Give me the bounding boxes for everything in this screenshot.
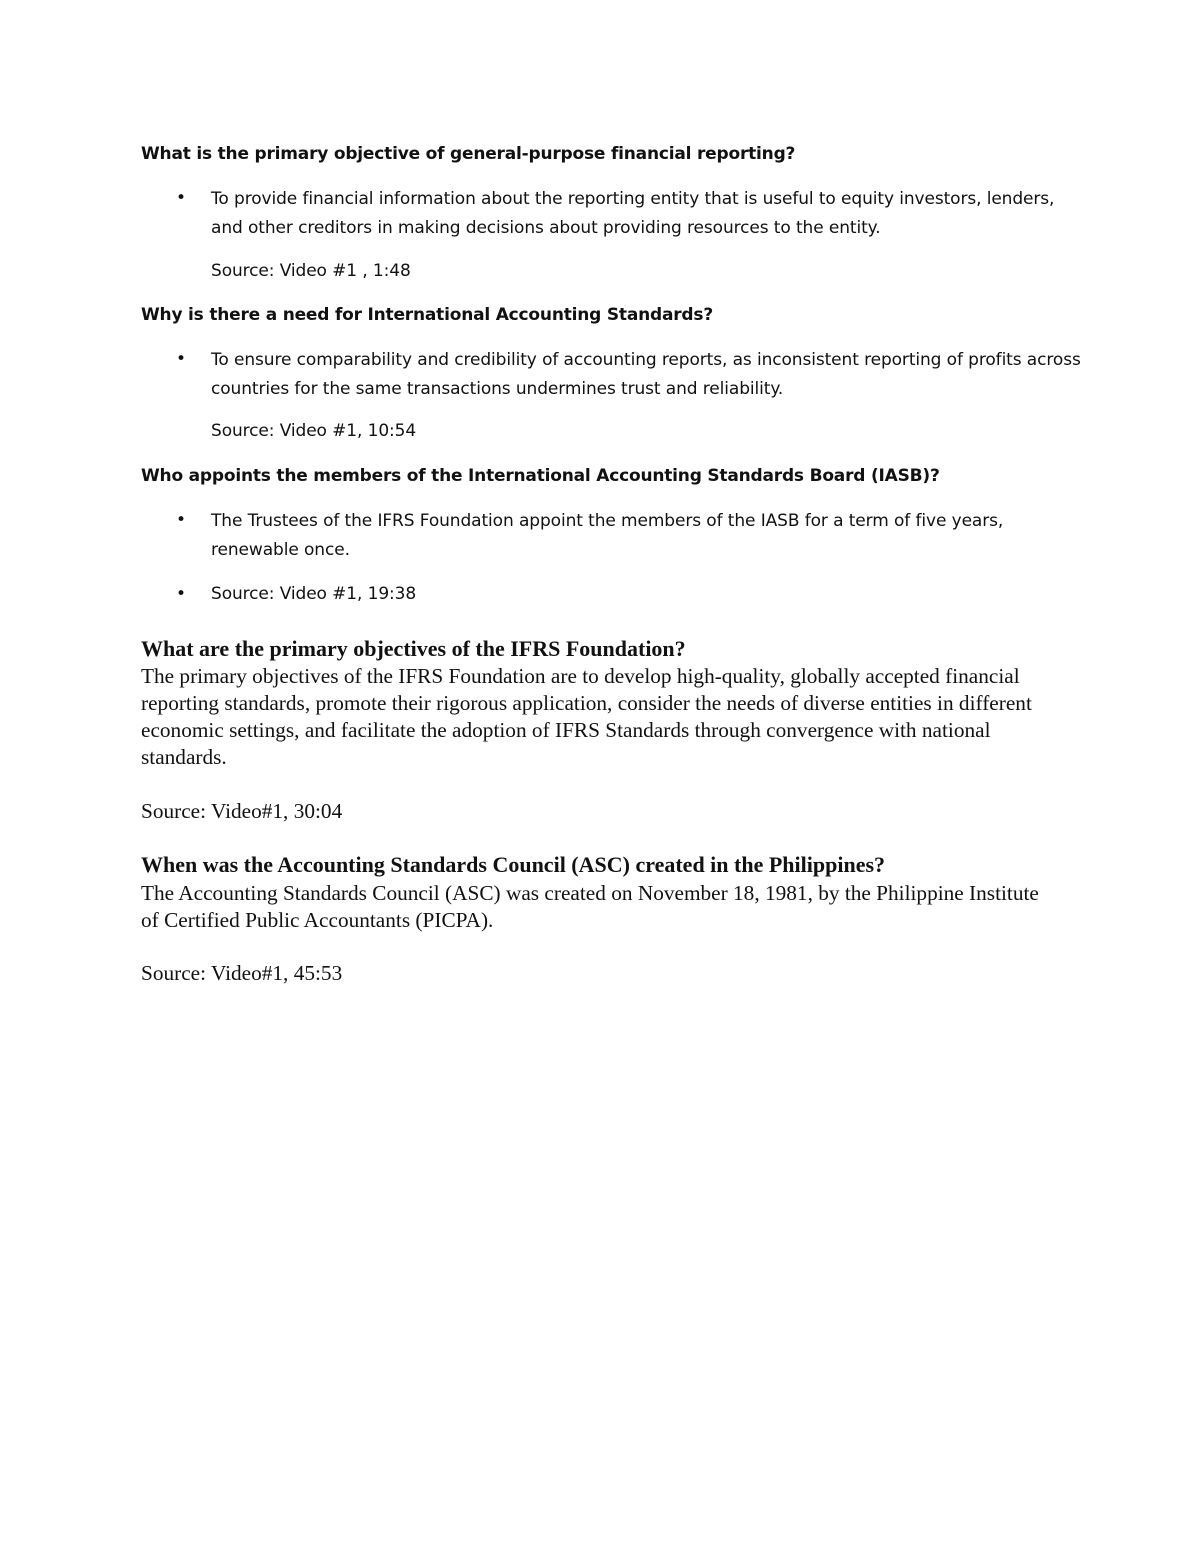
source-citation: Source: Video #1 , 1:48 [211, 261, 411, 281]
answer-bullet: To provide financial information about the reporting entity that is useful to equity investors, lenders, and other creditors in making decisions about providing resources to the entity. [211, 189, 1055, 238]
bullet-icon: • [176, 349, 187, 369]
question-heading: What are the primary objectives of the IFRS Foundation? [141, 636, 686, 661]
answer-paragraph: The primary objectives of the IFRS Foundation are to develop high-quality, globally accepted financial reporting standards, promote their rigorous application, consider the needs of diverse entities in different economic settings, and facilitate the adoption of IFRS Standards through convergence with national standards. [141, 664, 1032, 769]
question-heading: Why is there a need for International Accounting Standards? [141, 305, 713, 325]
source-citation: Source: Video #1, 10:54 [211, 421, 417, 441]
bullet-icon: • [176, 510, 187, 530]
source-citation: Source: Video#1, 30:04 [141, 799, 343, 823]
question-heading: Who appoints the members of the International Accounting Standards Board (IASB)? [141, 466, 940, 486]
answer-bullet: The Trustees of the IFRS Foundation appoint the members of the IASB for a term of five years, renewable once. [211, 511, 1004, 560]
source-citation-bullet: Source: Video #1, 19:38 [211, 584, 417, 604]
bullet-icon: • [176, 584, 187, 604]
source-citation: Source: Video#1, 45:53 [141, 961, 343, 985]
bullet-icon: • [176, 188, 187, 208]
question-heading: When was the Accounting Standards Council (ASC) created in the Philippines? [141, 852, 886, 877]
question-heading: What is the primary objective of general-purpose financial reporting? [141, 144, 796, 164]
answer-bullet: To ensure comparability and credibility of accounting reports, as inconsistent reporting of profits across countries for the same transactions undermines trust and reliability. [211, 350, 1081, 399]
answer-paragraph: The Accounting Standards Council (ASC) was created on November 18, 1981, by the Philippine Institute of Certified Public Accountants (PICPA). [141, 881, 1039, 932]
